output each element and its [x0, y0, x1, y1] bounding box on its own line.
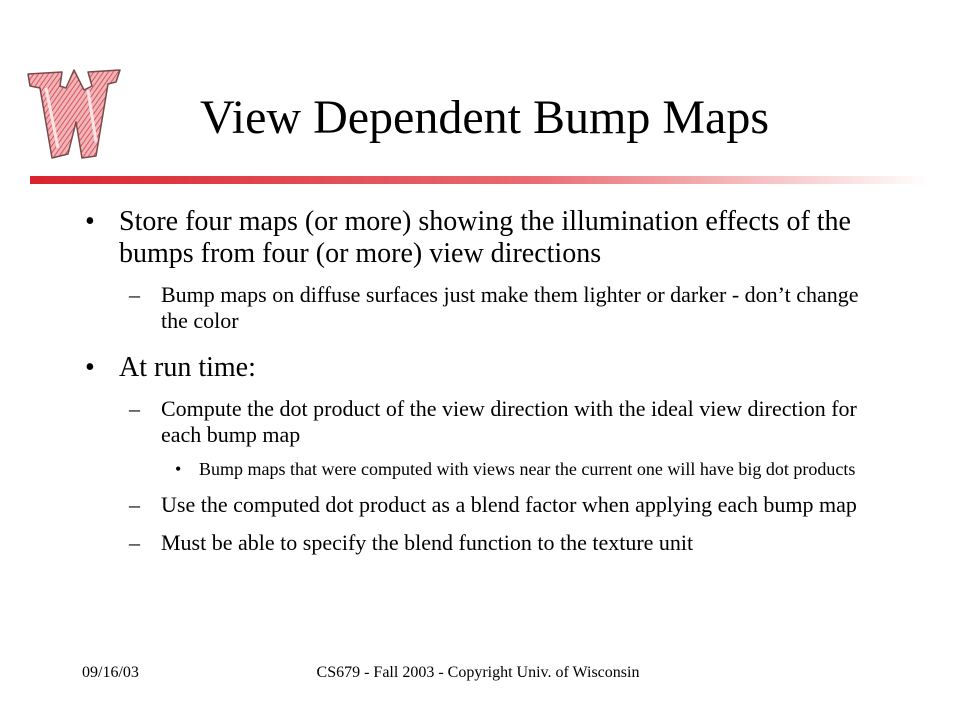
footer-date: 09/16/03	[82, 664, 139, 681]
sub-bullet-item	[85, 396, 885, 448]
sub-bullet-text: Compute the dot product of the view direction with the ideal view direction for each bump map	[161, 396, 857, 447]
slide-title: View Dependent Bump Maps	[200, 91, 770, 144]
dash-marker: –	[129, 396, 140, 421]
bullet-marker: •	[85, 352, 95, 383]
bullet-marker: •	[85, 206, 95, 237]
wisconsin-w-logo	[22, 62, 124, 162]
dash-marker: –	[129, 492, 140, 517]
sub-bullet-item	[85, 492, 885, 518]
sub-bullet-text: Must be able to specify the blend function to the texture unit	[161, 530, 694, 555]
bullet-text: At run time:	[119, 352, 256, 383]
dash-marker: –	[129, 530, 140, 555]
slide-body	[85, 196, 885, 556]
bullet-item	[85, 352, 885, 384]
dash-marker: –	[129, 282, 140, 307]
footer-copyright: CS679 - Fall 2003 - Copyright Univ. of Wisconsin	[316, 664, 640, 681]
sub-bullet-item	[85, 282, 885, 334]
sub-bullet-text: Use the computed dot product as a blend factor when applying each bump map	[161, 492, 857, 517]
sub-sub-bullet-text: Bump maps that were computed with views near the current one will have big dot products	[199, 459, 856, 479]
title-underline	[30, 176, 930, 184]
sub-bullet-text: Bump maps on diffuse surfaces just make them lighter or darker - don’t change the color	[161, 282, 859, 333]
bullet-text: Store four maps (or more) showing the illumination effects of the bumps from four (or more) view directions	[119, 206, 851, 269]
bullet-item	[85, 206, 885, 270]
sub-bullet-item	[85, 530, 885, 556]
sub-sub-bullet-item	[85, 458, 885, 480]
bullet-marker: •	[175, 459, 182, 479]
